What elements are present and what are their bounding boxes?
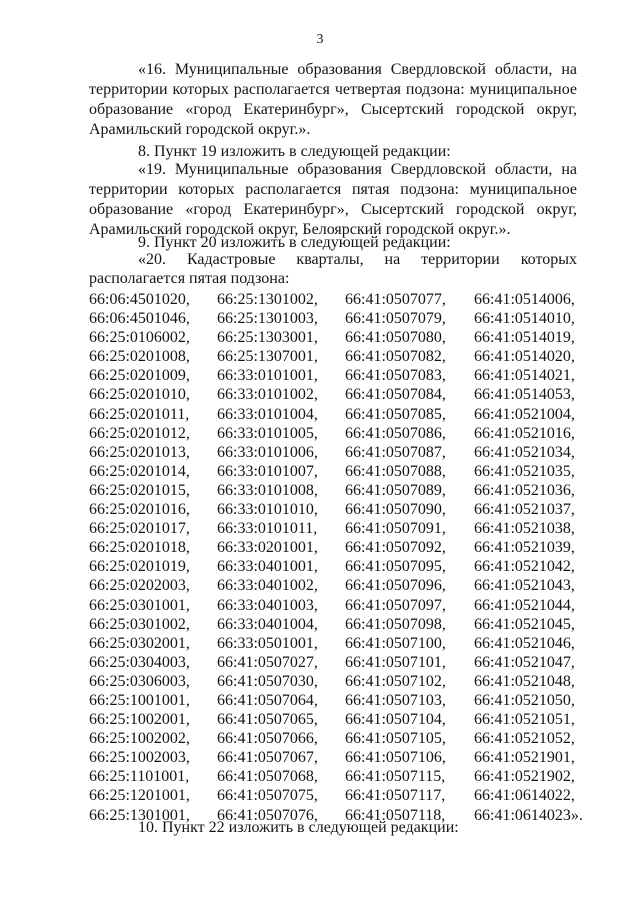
cadastral-code: 66:41:0521035, — [474, 462, 575, 480]
cadastral-code: 66:33:0101006, — [217, 443, 318, 461]
cadastral-code: 66:25:0201009, — [89, 367, 190, 385]
cadastral-code: 66:25:0106002, — [89, 329, 190, 347]
cadastral-code: 66:41:0514006, — [474, 291, 575, 308]
item-19-paragraph: «19. Муниципальные образования Свердловской области, на территории которых располагается пятая подзона: муниципальное образование «город Екатеринбург», Сысертский городской округ, Арамильский городской округ, Белоярский городской округ.». — [89, 161, 577, 238]
cadastral-code: 66:25:0201015, — [89, 481, 190, 499]
cadastral-code: 66:41:0507080, — [345, 329, 446, 347]
cadastral-code: 66:41:0514019, — [474, 329, 575, 347]
cadastral-code: 66:41:0507104, — [345, 711, 446, 729]
cadastral-code: 66:06:4501020, — [89, 291, 190, 308]
cadastral-code: 66:41:0521902, — [474, 768, 575, 786]
item-16-paragraph: «16. Муниципальные образования Свердловской области, на территории которых располагается четвертая подзона: муниципальное образование «город Екатеринбург», Сысертский городской округ, Арамильский городской округ.». — [89, 61, 577, 138]
cadastral-code: 66:25:0302001, — [89, 634, 190, 652]
cadastral-code: 66:25:0301002, — [89, 615, 190, 633]
cadastral-code: 66:41:0507090, — [345, 501, 446, 519]
cadastral-code: 66:41:0507077, — [345, 291, 446, 308]
cadastral-code: 66:25:1101001, — [89, 768, 190, 786]
cadastral-code: 66:41:0507075, — [217, 787, 318, 805]
cadastral-code: 66:41:0507027, — [217, 653, 318, 671]
cadastral-code: 66:25:0202003, — [89, 577, 190, 595]
cadastral-code: 66:41:0507115, — [345, 768, 446, 786]
cadastral-code: 66:33:0101002, — [217, 386, 318, 404]
cadastral-code: 66:33:0401001, — [217, 558, 318, 576]
cadastral-code: 66:41:0507089, — [345, 481, 446, 499]
cadastral-code: 66:25:1002002, — [89, 730, 190, 748]
cadastral-code: 66:41:0514010, — [474, 310, 575, 328]
cadastral-code: 66:25:0201017, — [89, 520, 190, 538]
cadastral-code: 66:41:0507102, — [345, 672, 446, 690]
cadastral-code: 66:41:0521050, — [474, 691, 575, 709]
cadastral-code: 66:25:0306003, — [89, 672, 190, 690]
cadastral-code: 66:33:0501001, — [217, 634, 318, 652]
cadastral-code: 66:41:0507117, — [345, 787, 446, 805]
cadastral-code: 66:25:0201008, — [89, 348, 190, 366]
cadastral-codes-table — [89, 290, 589, 825]
cadastral-code: 66:41:0614022, — [474, 787, 575, 805]
cadastral-code: 66:41:0521036, — [474, 481, 575, 499]
cadastral-code: 66:41:0521038, — [474, 520, 575, 538]
cadastral-code: 66:33:0401003, — [217, 596, 318, 614]
cadastral-code: 66:41:0514021, — [474, 367, 575, 385]
cadastral-code: 66:41:0507084, — [345, 386, 446, 404]
cadastral-code: 66:25:0201014, — [89, 462, 190, 480]
cadastral-code: 66:41:0521045, — [474, 615, 575, 633]
cadastral-code: 66:33:0101008, — [217, 481, 318, 499]
cadastral-code: 66:41:0507083, — [345, 367, 446, 385]
cadastral-code: 66:41:0507103, — [345, 691, 446, 709]
cadastral-code: 66:41:0521047, — [474, 653, 575, 671]
cadastral-code: 66:33:0101011, — [217, 520, 318, 538]
cadastral-code: 66:41:0507076, — [217, 806, 318, 824]
cadastral-code: 66:41:0514020, — [474, 348, 575, 366]
cadastral-code: 66:33:0101007, — [217, 462, 318, 480]
cadastral-code: 66:25:0201010, — [89, 386, 190, 404]
cadastral-code: 66:25:1307001, — [217, 348, 318, 366]
cadastral-code: 66:25:1201001, — [89, 787, 190, 805]
cadastral-code: 66:41:0507085, — [345, 405, 446, 423]
cadastral-code: 66:41:0521046, — [474, 634, 575, 652]
cadastral-code: 66:41:0521034, — [474, 443, 575, 461]
cadastral-code: 66:41:0521048, — [474, 672, 575, 690]
cadastral-code: 66:25:1001001, — [89, 691, 190, 709]
cadastral-code: 66:41:0514053, — [474, 386, 575, 404]
cadastral-code: 66:41:0507064, — [217, 691, 318, 709]
cadastral-code: 66:33:0101004, — [217, 405, 318, 423]
cadastral-code: 66:41:0507101, — [345, 653, 446, 671]
cadastral-code: 66:41:0507086, — [345, 424, 446, 442]
page-number: 3 — [316, 32, 324, 47]
item-8-instruction: 8. Пункт 19 изложить в следующей редакции: — [138, 143, 451, 160]
cadastral-code: 66:41:0507095, — [345, 558, 446, 576]
cadastral-code: 66:25:1002001, — [89, 711, 190, 729]
cadastral-code: 66:25:0201016, — [89, 501, 190, 519]
cadastral-code: 66:41:0521016, — [474, 424, 575, 442]
cadastral-code: 66:41:0507067, — [217, 749, 318, 767]
cadastral-code: 66:41:0521901, — [474, 749, 575, 767]
cadastral-code: 66:41:0507091, — [345, 520, 446, 538]
cadastral-code: 66:33:0101010, — [217, 501, 318, 519]
cadastral-code: 66:25:0301001, — [89, 596, 190, 614]
cadastral-code: 66:33:0401002, — [217, 577, 318, 595]
cadastral-code: 66:41:0507087, — [345, 443, 446, 461]
cadastral-code: 66:25:1301001, — [89, 806, 190, 824]
cadastral-code: 66:33:0401004, — [217, 615, 318, 633]
cadastral-code: 66:41:0507068, — [217, 768, 318, 786]
cadastral-code: 66:41:0507098, — [345, 615, 446, 633]
cadastral-code: 66:41:0507100, — [345, 634, 446, 652]
cadastral-code: 66:33:0101005, — [217, 424, 318, 442]
cadastral-code: 66:41:0521052, — [474, 730, 575, 748]
cadastral-code: 66:25:1002003, — [89, 749, 190, 767]
cadastral-code: 66:41:0507065, — [217, 711, 318, 729]
cadastral-code: 66:41:0521042, — [474, 558, 575, 576]
cadastral-code: 66:41:0507066, — [217, 730, 318, 748]
cadastral-code: 66:41:0507118, — [345, 806, 446, 824]
cadastral-code: 66:41:0507088, — [345, 462, 446, 480]
cadastral-code: 66:41:0521004, — [474, 405, 575, 423]
cadastral-code: 66:41:0521044, — [474, 596, 575, 614]
cadastral-code: 66:41:0507079, — [345, 310, 446, 328]
cadastral-code: 66:25:0201013, — [89, 443, 190, 461]
item-9-instruction: 9. Пункт 20 изложить в следующей редакции: — [138, 234, 451, 251]
cadastral-code: 66:06:4501046, — [89, 310, 190, 328]
cadastral-code: 66:25:0304003, — [89, 653, 190, 671]
cadastral-code: 66:25:0201012, — [89, 424, 190, 442]
cadastral-code: 66:25:0201018, — [89, 539, 190, 557]
cadastral-code: 66:41:0614023». — [474, 806, 583, 824]
cadastral-code: 66:25:0201019, — [89, 558, 190, 576]
cadastral-code: 66:25:1301003, — [217, 310, 318, 328]
cadastral-code: 66:41:0507030, — [217, 672, 318, 690]
cadastral-code: 66:41:0507106, — [345, 749, 446, 767]
cadastral-code: 66:41:0507097, — [345, 596, 446, 614]
cadastral-code: 66:33:0201001, — [217, 539, 318, 557]
cadastral-code: 66:41:0521043, — [474, 577, 575, 595]
cadastral-code: 66:41:0507092, — [345, 539, 446, 557]
cadastral-code: 66:41:0521039, — [474, 539, 575, 557]
cadastral-code: 66:25:1301002, — [217, 291, 318, 308]
cadastral-code: 66:41:0521051, — [474, 711, 575, 729]
item-20-intro: «20. Кадастровые кварталы, на территории которых располагается пятая подзона: — [89, 251, 577, 287]
cadastral-code: 66:41:0507105, — [345, 730, 446, 748]
cadastral-code: 66:25:1303001, — [217, 329, 318, 347]
cadastral-code: 66:41:0507096, — [345, 577, 446, 595]
item-10-instruction: 10. Пункт 22 изложить в следующей редакции: — [138, 819, 459, 836]
cadastral-code: 66:25:0201011, — [89, 405, 190, 423]
cadastral-code: 66:33:0101001, — [217, 367, 318, 385]
cadastral-code: 66:41:0507082, — [345, 348, 446, 366]
cadastral-code: 66:41:0521037, — [474, 501, 575, 519]
